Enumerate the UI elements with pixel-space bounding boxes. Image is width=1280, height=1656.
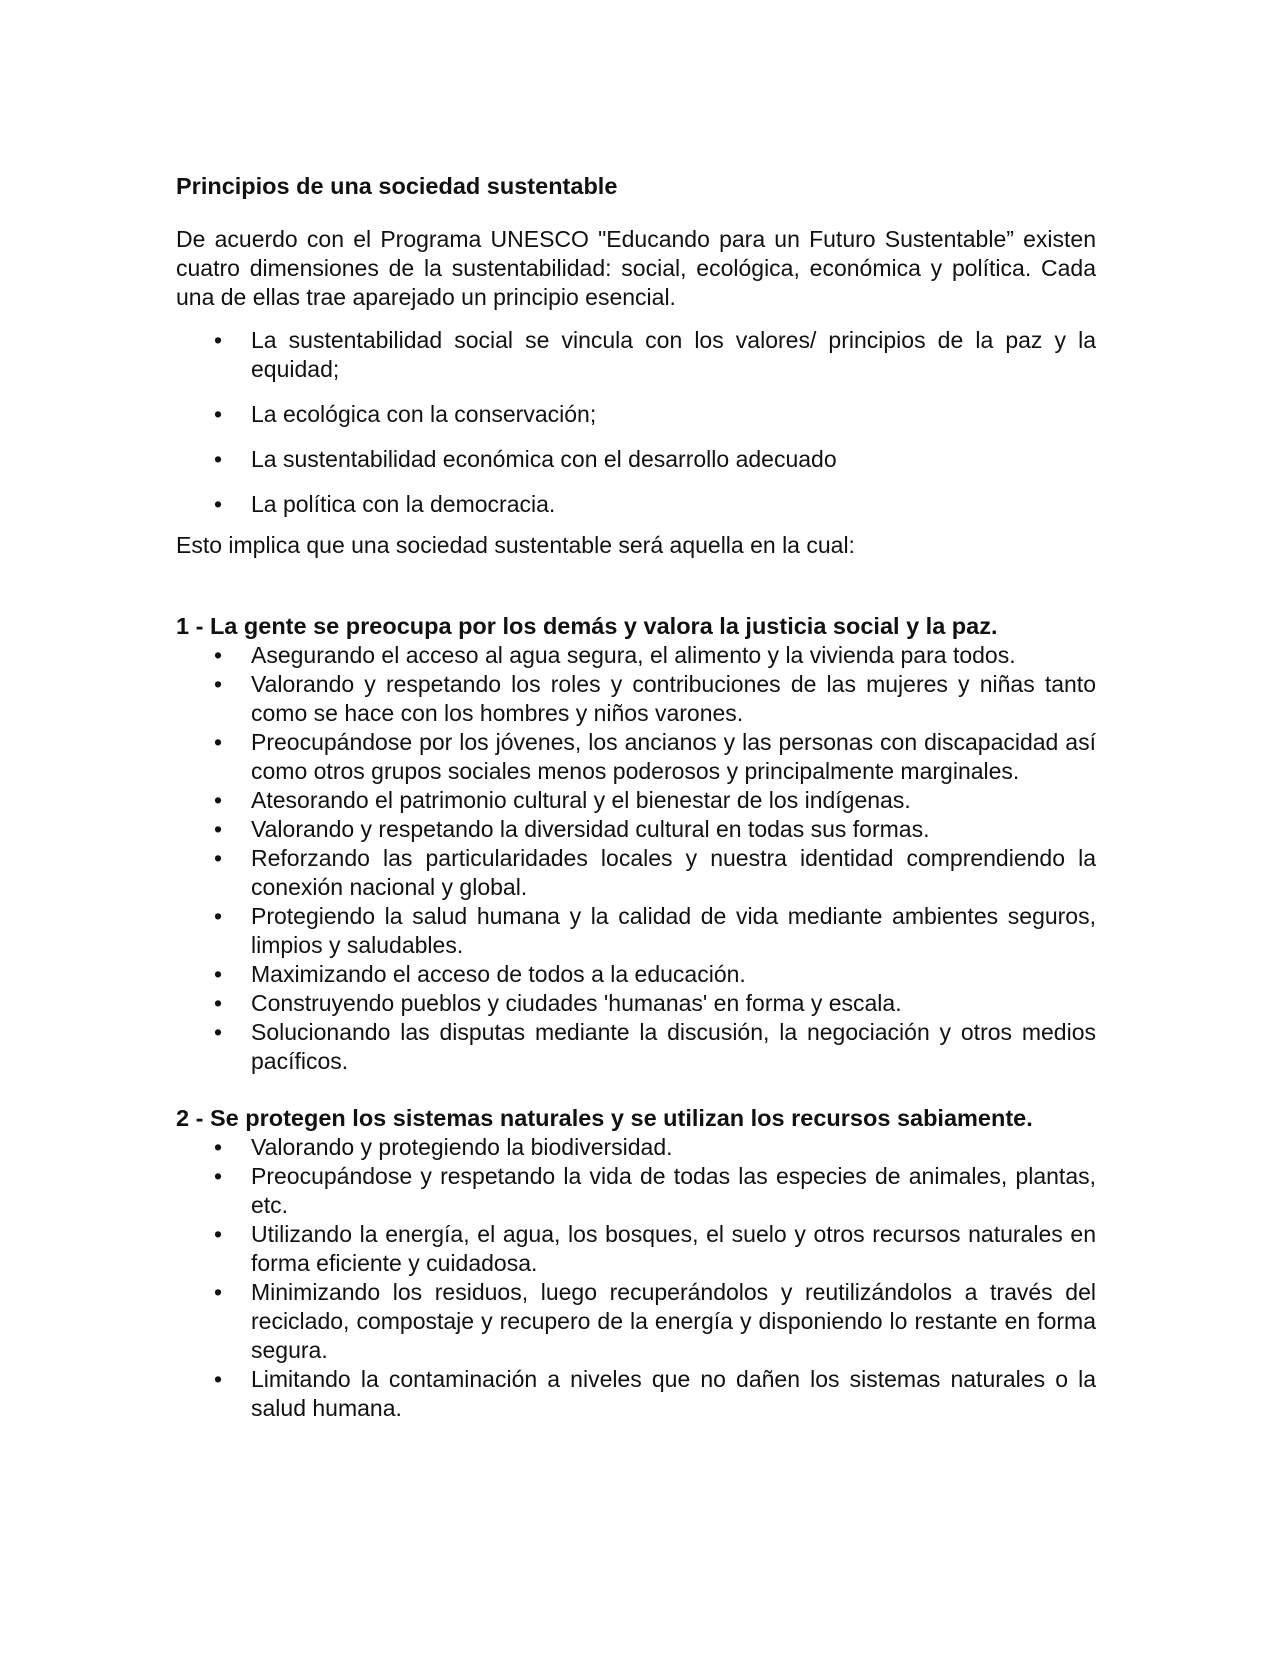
bullet-icon: • — [214, 642, 223, 668]
list-item: • Valorando y respetando los roles y contribuciones de las mujeres y niñas tanto como se hace con los hombres y niños varones. — [214, 671, 1096, 726]
list-item: • Atesorando el patrimonio cultural y el bienestar de los indígenas. — [214, 787, 911, 813]
section-natural — [176, 1104, 1096, 1423]
list-item: • Limitando la contaminación a niveles que no dañen los sistemas naturales o la salud humana. — [214, 1366, 1096, 1421]
section-social — [176, 612, 1096, 1076]
bullet-icon: • — [214, 845, 223, 871]
list-item: • Valorando y respetando la diversidad cultural en todas sus formas. — [214, 816, 930, 842]
list-item: • La ecológica con la conservación; — [214, 401, 597, 427]
bullet-icon: • — [214, 729, 223, 755]
intro-paragraph: De acuerdo con el Programa UNESCO "Educando para un Futuro Sustentable” existen cuatro dimensiones de la sustentabilidad: social, ecológica, económica y política. Cada una de ellas trae aparejado un principio esencial. — [176, 226, 1096, 310]
list-item: • Maximizando el acceso de todos a la educación. — [214, 961, 746, 987]
bullet-icon: • — [214, 903, 223, 929]
section-heading: 1 - La gente se preocupa por los demás y valora la justicia social y la paz. — [176, 613, 998, 639]
bullet-icon: • — [214, 491, 223, 517]
implication-paragraph: Esto implica que una sociedad sustentable será aquella en la cual: — [176, 532, 855, 558]
list-item: • Preocupándose por los jóvenes, los ancianos y las personas con discapacidad así como otros grupos sociales menos poderosos y principalmente marginales. — [214, 729, 1096, 784]
list-item: • Valorando y protegiendo la biodiversidad. — [214, 1134, 673, 1160]
list-item: • Protegiendo la salud humana y la calidad de vida mediante ambientes seguros, limpios y saludables. — [214, 903, 1096, 958]
list-item: • La sustentabilidad social se vincula con los valores/ principios de la paz y la equidad; — [214, 327, 1096, 382]
list-item: • Utilizando la energía, el agua, los bosques, el suelo y otros recursos naturales en forma eficiente y cuidadosa. — [214, 1221, 1096, 1276]
bullet-icon: • — [214, 1163, 223, 1189]
bullet-icon: • — [214, 446, 223, 472]
page-title: Principios de una sociedad sustentable — [176, 173, 618, 199]
list-item: • Preocupándose y respetando la vida de todas las especies de animales, plantas, etc. — [214, 1163, 1096, 1218]
bullet-icon: • — [214, 327, 223, 353]
section-heading: 2 - Se protegen los sistemas naturales y se utilizan los recursos sabiamente. — [176, 1105, 1033, 1131]
bullet-icon: • — [214, 1221, 223, 1247]
list-item: • Asegurando el acceso al agua segura, el alimento y la vivienda para todos. — [214, 642, 1016, 668]
dimensions-list — [176, 326, 1096, 519]
list-item: • Solucionando las disputas mediante la discusión, la negociación y otros medios pacíficos. — [214, 1019, 1096, 1074]
section-list — [176, 641, 1096, 1076]
bullet-icon: • — [214, 401, 223, 427]
bullet-icon: • — [214, 1134, 223, 1160]
bullet-icon: • — [214, 1019, 223, 1045]
bullet-icon: • — [214, 816, 223, 842]
bullet-icon: • — [214, 671, 223, 697]
document-page — [176, 172, 1096, 1451]
bullet-icon: • — [214, 1366, 223, 1392]
bullet-icon: • — [214, 1279, 223, 1305]
list-item: • Minimizando los residuos, luego recuperándolos y reutilizándolos a través del reciclado, compostaje y recupero de la energía y disponiendo lo restante en forma segura. — [214, 1279, 1096, 1363]
list-item: • Construyendo pueblos y ciudades 'humanas' en forma y escala. — [214, 990, 902, 1016]
list-item: • La política con la democracia. — [214, 491, 556, 517]
bullet-icon: • — [214, 787, 223, 813]
section-list — [176, 1133, 1096, 1423]
bullet-icon: • — [214, 990, 223, 1016]
bullet-icon: • — [214, 961, 223, 987]
list-item: • Reforzando las particularidades locales y nuestra identidad comprendiendo la conexión nacional y global. — [214, 845, 1096, 900]
list-item: • La sustentabilidad económica con el desarrollo adecuado — [214, 446, 837, 472]
